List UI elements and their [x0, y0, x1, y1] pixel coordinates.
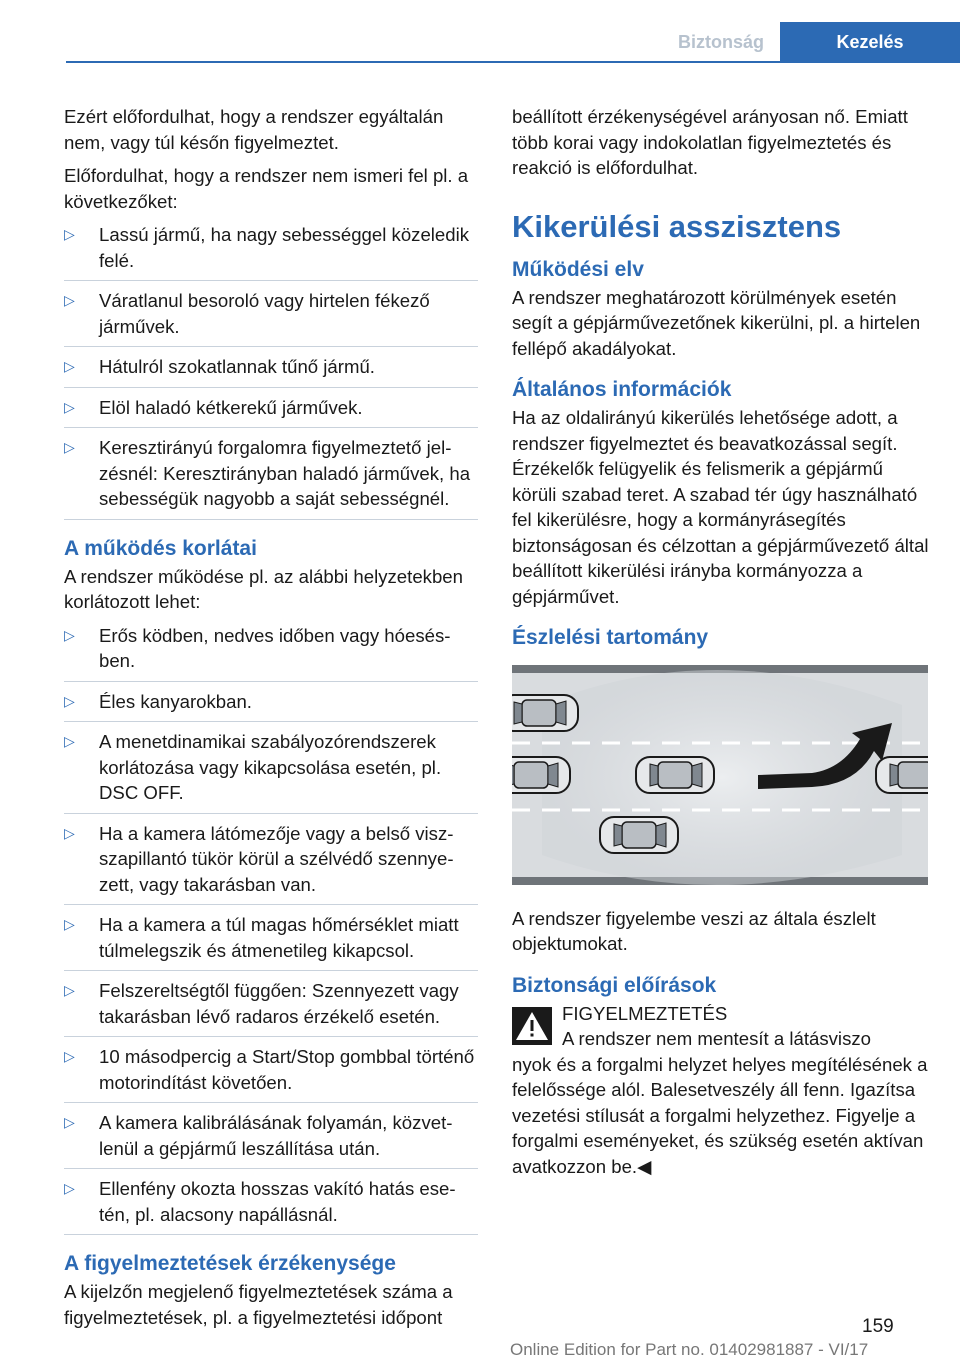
list-item: ▷ Ha a kamera látómezője vagy a belső viszszapillantó tükör körül a szélvédő szennyezett, vagy takarásban van. [64, 821, 478, 906]
diagram-caption: A rendszer figyelembe veszi az általa észlelt objektumokat. [512, 907, 876, 954]
tab-biztonsag[interactable]: Biztonság [656, 22, 780, 62]
limits-list [64, 623, 478, 1236]
bullet-triangle-icon: ▷ [64, 226, 75, 242]
principle-paragraph: A rendszer meghatározott körülmények esetén segít a gépjárművezetőnek kikerülni, pl. a hirtelen fellépő akadályokat. [512, 286, 921, 359]
list-item: ▷ Elöl haladó kétkerekű járművek. [64, 395, 478, 429]
bullet-triangle-icon: ▷ [64, 916, 75, 932]
list-item: ▷ Váratlanul besoroló vagy hirtelen fékező járművek. [64, 288, 478, 347]
bullet-triangle-icon: ▷ [64, 292, 75, 308]
list-item: ▷ Éles kanyarokban. [64, 689, 478, 723]
list-item: ▷ 10 másodpercig a Start/Stop gombbal történő motorindítást követően. [64, 1044, 478, 1103]
warning-first-line: A rendszer nem mentesít a látásviszo [562, 1028, 872, 1049]
right-column [512, 104, 930, 1187]
bullet-triangle-icon: ▷ [64, 1180, 75, 1196]
header-tabs [656, 22, 960, 62]
heading-detection-range: Észlelési tartomány [512, 626, 709, 649]
header-rule [66, 61, 960, 63]
heading-safety: Biztonsági előírások [512, 973, 717, 997]
warning-triangle-icon [512, 1007, 552, 1045]
warning-text: nyok és a forgalmi helyzet helyes megítélésének a felelőssége alól. Balesetveszély áll fenn. Igazítsa vezetési stílusát a forgalmi helyzethez. Figyelje a forgalmi eseményeket, és szükség esetén aktívan avatkozzon be.◀ [512, 1053, 928, 1177]
heading-limits: A működés korlátai [64, 536, 257, 560]
list-item: ▷ Felszereltségtől függően: Szennyezett vagy takarásban lévő radaros érzékelő esetén. [64, 978, 478, 1037]
heading-evasion-assistant: Kikerülési asszisztens [512, 208, 842, 244]
limits-paragraph: A rendszer működése pl. az alábbi helyzetekben korlátozott lehet: [64, 565, 463, 612]
sensitivity-paragraph: A kijelzőn megjelenő figyelmeztetések száma a figyelmeztetések, pl. a figyelmeztetési időpont [64, 1281, 453, 1328]
general-paragraph: Ha az oldalirányú kikerülés lehetősége adott, a rendszer figyelmeztet és beavatkozással segít. Érzékelők felügyelik és felismerik a gépjármű körüli szabad teret. A szabad tér úgy használható fel kikerülésre, hogy a kormányrásegítés biztonságosan és célzottan a gépjárművezető által beállított kikerülési irányba kormányozza a gépjárművet. [512, 407, 929, 607]
intro-paragraph-1: Ezért előfordulhat, hogy a rendszer egyáltalán nem, vagy túl későn figyelmeztet. [64, 106, 444, 153]
list-item: ▷ Erős ködben, nedves időben vagy hóesésben. [64, 623, 478, 682]
car-icon [512, 757, 570, 793]
tab-kezeles[interactable]: Kezelés [780, 22, 960, 62]
list-item: ▷ Lassú jármű, ha nagy sebességgel közeledik felé. [64, 222, 478, 281]
bullet-triangle-icon: ▷ [64, 626, 75, 643]
ego-car-icon [636, 757, 714, 793]
detection-range-diagram [512, 665, 928, 885]
warning-title: FIGYELMEZTETÉS [562, 1002, 728, 1024]
heading-general-info: Általános információk [512, 378, 732, 401]
bullet-triangle-icon: ▷ [64, 398, 75, 415]
list-item: ▷ Hátulról szokatlannak tűnő jármű. [64, 354, 478, 388]
bullet-triangle-icon: ▷ [64, 692, 75, 709]
heading-principle: Működési elv [512, 257, 644, 281]
footer-edition: Online Edition for Part no. 01402981887 - VI/17 [510, 1340, 869, 1359]
bullet-triangle-icon: ▷ [64, 1048, 75, 1064]
bullet-triangle-icon: ▷ [64, 1114, 75, 1130]
list-item: ▷ Ha a kamera a túl magas hőmérséklet miatt túlmelegszik és átmenetileg kikapcsol. [64, 912, 478, 971]
list-item: ▷ A menetdinamikai szabályozórendszerek korlátozása vagy kikapcsolása esetén, pl. DSC OFF. [64, 729, 478, 814]
list-item: ▷ Ellenfény okozta hosszas vakító hatás esetén, pl. alacsony napállásnál. [64, 1176, 478, 1235]
not-detected-list [64, 222, 478, 520]
bullet-triangle-icon: ▷ [64, 439, 75, 455]
left-column [64, 104, 478, 1338]
bullet-triangle-icon: ▷ [64, 358, 75, 374]
car-icon [512, 695, 578, 731]
intro-paragraph-2: Előfordulhat, hogy a rendszer nem ismeri fel pl. a következőket: [64, 165, 469, 212]
warning-block [512, 1001, 930, 1180]
car-icon [600, 817, 678, 853]
bullet-triangle-icon: ▷ [64, 824, 75, 841]
list-item: ▷ A kamera kalibrálásának folyamán, közvetlenül a gépjármű leszállítása után. [64, 1110, 478, 1169]
heading-sensitivity: A figyelmeztetések érzékenysége [64, 1252, 396, 1275]
obstacle-car-icon [876, 757, 928, 793]
bullet-triangle-icon: ▷ [64, 982, 75, 998]
list-item: ▷ Keresztirányú forgalomra figyelmeztető jelzésnél: Keresztirányban haladó járművek, ha sebességük nagyobb a saját sebességnél. [64, 435, 478, 520]
page-number: 159 [862, 1316, 894, 1337]
bullet-triangle-icon: ▷ [64, 733, 75, 749]
sensitivity-continued: beállított érzékenységével arányosan nő. Emiatt több korai vagy indokolatlan figyelmeztetés és reakció is előfordulhat. [512, 106, 908, 178]
